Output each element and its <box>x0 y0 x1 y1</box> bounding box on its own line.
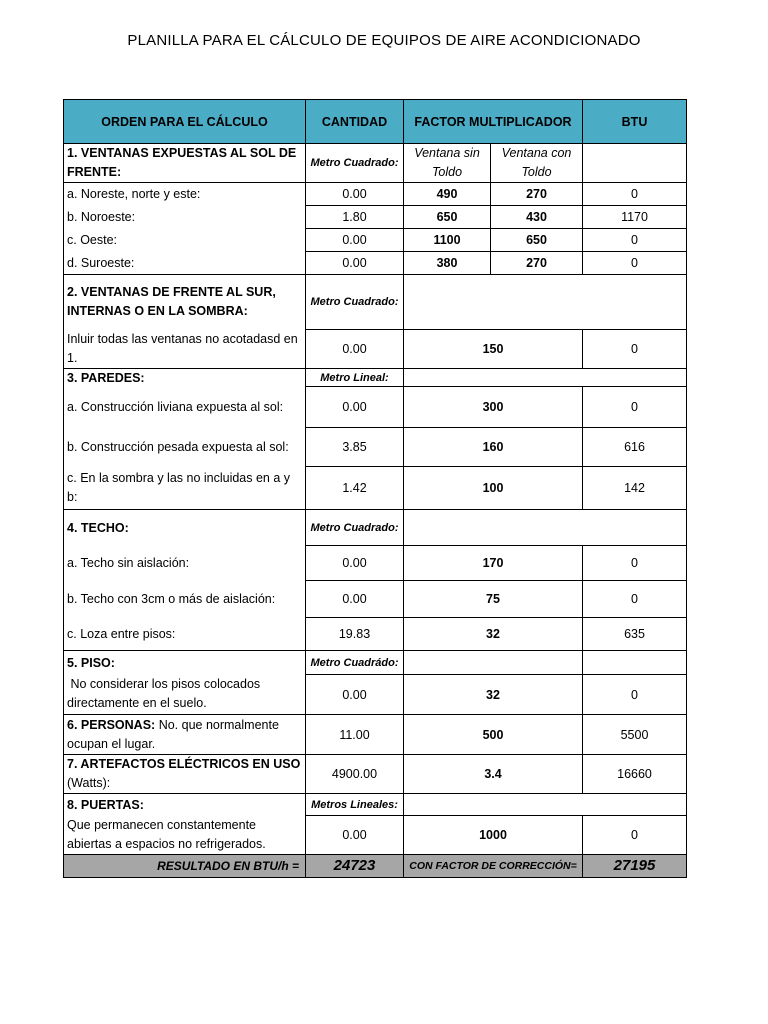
s2-unit: Metro Cuadrado: <box>306 275 404 330</box>
s5-btu-blank <box>583 651 687 675</box>
s3-row-c-label: c. En la sombra y las no incluidas en a y b: <box>64 467 306 510</box>
s4-header-row <box>64 510 687 546</box>
s7-cell <box>64 755 306 794</box>
result-row <box>64 854 687 877</box>
s4-row-c-qty: 19.83 <box>306 618 404 651</box>
s5-title: 5. PISO: <box>64 651 306 675</box>
s4-row-b-factor: 75 <box>404 581 583 618</box>
s1-row-a-btu: 0 <box>583 183 687 206</box>
s1-row-d-f1: 380 <box>404 252 491 275</box>
s8-factor: 1000 <box>404 816 583 855</box>
s4-row-c-factor: 32 <box>404 618 583 651</box>
header-row <box>64 100 687 144</box>
table-row <box>64 467 687 510</box>
s6-cell <box>64 715 306 755</box>
s5-qty: 0.00 <box>306 675 404 715</box>
table-row <box>64 252 687 275</box>
table-row <box>64 206 687 229</box>
s6-factor: 500 <box>404 715 583 755</box>
s4-row-a-qty: 0.00 <box>306 546 404 581</box>
s1-row-a-label: a. Noreste, norte y este: <box>64 183 306 206</box>
table-row <box>64 816 687 855</box>
s4-row-a-btu: 0 <box>583 546 687 581</box>
s5-header-row <box>64 651 687 675</box>
table-row <box>64 229 687 252</box>
table-row <box>64 581 687 618</box>
s4-row-b-btu: 0 <box>583 581 687 618</box>
s1-header-row <box>64 144 687 183</box>
s3-unit: Metro Lineal: <box>306 369 404 387</box>
result-value: 24723 <box>306 854 404 877</box>
header-factor: FACTOR MULTIPLICADOR <box>404 100 583 144</box>
s7-row <box>64 755 687 794</box>
s6-row <box>64 715 687 755</box>
s3-row-c-qty: 1.42 <box>306 467 404 510</box>
s1-row-a-f1: 490 <box>404 183 491 206</box>
s5-blank <box>404 651 583 675</box>
header-cantidad: CANTIDAD <box>306 100 404 144</box>
s1-row-c-f2: 650 <box>491 229 583 252</box>
correction-value: 27195 <box>583 854 687 877</box>
s8-qty: 0.00 <box>306 816 404 855</box>
s4-row-c-label: c. Loza entre pisos: <box>64 618 306 651</box>
s8-label: Que permanecen constantemente abiertas a espacios no refrigerados. <box>64 816 306 855</box>
table-row <box>64 330 687 369</box>
s2-title: 2. VENTANAS DE FRENTE AL SUR, INTERNAS O EN LA SOMBRA: <box>64 275 306 330</box>
s1-row-b-qty: 1.80 <box>306 206 404 229</box>
table-row <box>64 183 687 206</box>
s1-row-b-f1: 650 <box>404 206 491 229</box>
s8-blank <box>404 794 687 816</box>
s1-row-c-label: c. Oeste: <box>64 229 306 252</box>
header-btu: BTU <box>583 100 687 144</box>
s3-row-a-label: a. Construcción liviana expuesta al sol: <box>64 387 306 428</box>
s1-row-c-qty: 0.00 <box>306 229 404 252</box>
s3-row-b-factor: 160 <box>404 428 583 467</box>
s2-label: Inluir todas las ventanas no acotadasd en 1. <box>64 330 306 369</box>
s2-blank <box>404 275 687 330</box>
s6-rest: No. que normalmente ocupan el lugar. <box>67 717 283 751</box>
s8-unit: Metros Lineales: <box>306 794 404 816</box>
s1-sub-con: Ventana con Toldo <box>491 144 583 183</box>
s1-row-d-f2: 270 <box>491 252 583 275</box>
s4-unit: Metro Cuadrado: <box>306 510 404 546</box>
s1-unit: Metro Cuadrado: <box>306 144 404 183</box>
s4-row-a-factor: 170 <box>404 546 583 581</box>
s5-unit: Metro Cuadrádo: <box>306 651 404 675</box>
s6-btu: 5500 <box>583 715 687 755</box>
table-row <box>64 387 687 428</box>
s7-btu: 16660 <box>583 755 687 794</box>
s1-row-a-f2: 270 <box>491 183 583 206</box>
s4-row-b-qty: 0.00 <box>306 581 404 618</box>
s1-row-d-qty: 0.00 <box>306 252 404 275</box>
s5-factor: 32 <box>404 675 583 715</box>
s5-btu: 0 <box>583 675 687 715</box>
s6-title: 6. PERSONAS: <box>67 717 156 732</box>
table-row <box>64 618 687 651</box>
s1-row-b-f2: 430 <box>491 206 583 229</box>
s1-title: 1. VENTANAS EXPUESTAS AL SOL DE FRENTE: <box>64 144 306 183</box>
page-title: PLANILLA PARA EL CÁLCULO DE EQUIPOS DE AIRE ACONDICIONADO <box>127 32 641 49</box>
s3-header-row <box>64 369 687 387</box>
correction-label: CON FACTOR DE CORRECCIÓN= <box>404 854 583 877</box>
s1-btu-blank <box>583 144 687 183</box>
s5-label: No considerar los pisos colocados directamente en el suelo. <box>64 675 306 715</box>
calculation-table <box>63 99 687 878</box>
s3-row-c-factor: 100 <box>404 467 583 510</box>
s3-row-c-btu: 142 <box>583 467 687 510</box>
s1-row-c-f1: 1100 <box>404 229 491 252</box>
s3-row-b-btu: 616 <box>583 428 687 467</box>
s7-factor: 3.4 <box>404 755 583 794</box>
table-row <box>64 675 687 715</box>
s1-row-d-btu: 0 <box>583 252 687 275</box>
s8-title: 8. PUERTAS: <box>64 794 306 816</box>
s7-rest: (Watts): <box>67 757 304 790</box>
s4-row-b-label: b. Techo con 3cm o más de aislación: <box>64 581 306 618</box>
s1-sub-sin: Ventana sin Toldo <box>404 144 491 183</box>
s7-title: 7. ARTEFACTOS ELÉCTRICOS EN USO <box>67 757 301 771</box>
s8-header-row <box>64 794 687 816</box>
s8-btu: 0 <box>583 816 687 855</box>
s4-row-a-label: a. Techo sin aislación: <box>64 546 306 581</box>
s6-qty: 11.00 <box>306 715 404 755</box>
s7-qty: 4900.00 <box>306 755 404 794</box>
s1-row-b-label: b. Noroeste: <box>64 206 306 229</box>
table-row <box>64 546 687 581</box>
s2-header-row <box>64 275 687 330</box>
s1-row-b-btu: 1170 <box>583 206 687 229</box>
s3-row-a-qty: 0.00 <box>306 387 404 428</box>
s3-row-a-btu: 0 <box>583 387 687 428</box>
s1-row-d-label: d. Suroeste: <box>64 252 306 275</box>
header-orden: ORDEN PARA EL CÁLCULO <box>64 100 306 144</box>
result-label: RESULTADO EN BTU/h = <box>64 854 306 877</box>
s3-row-b-label: b. Construcción pesada expuesta al sol: <box>64 428 306 467</box>
table-row <box>64 428 687 467</box>
s1-row-c-btu: 0 <box>583 229 687 252</box>
s1-row-a-qty: 0.00 <box>306 183 404 206</box>
s4-row-c-btu: 635 <box>583 618 687 651</box>
s3-row-a-factor: 300 <box>404 387 583 428</box>
s2-btu: 0 <box>583 330 687 369</box>
s4-title: 4. TECHO: <box>64 510 306 546</box>
s3-blank <box>404 369 687 387</box>
s4-blank <box>404 510 687 546</box>
s3-title: 3. PAREDES: <box>64 369 306 387</box>
s2-factor: 150 <box>404 330 583 369</box>
s2-qty: 0.00 <box>306 330 404 369</box>
s3-row-b-qty: 3.85 <box>306 428 404 467</box>
